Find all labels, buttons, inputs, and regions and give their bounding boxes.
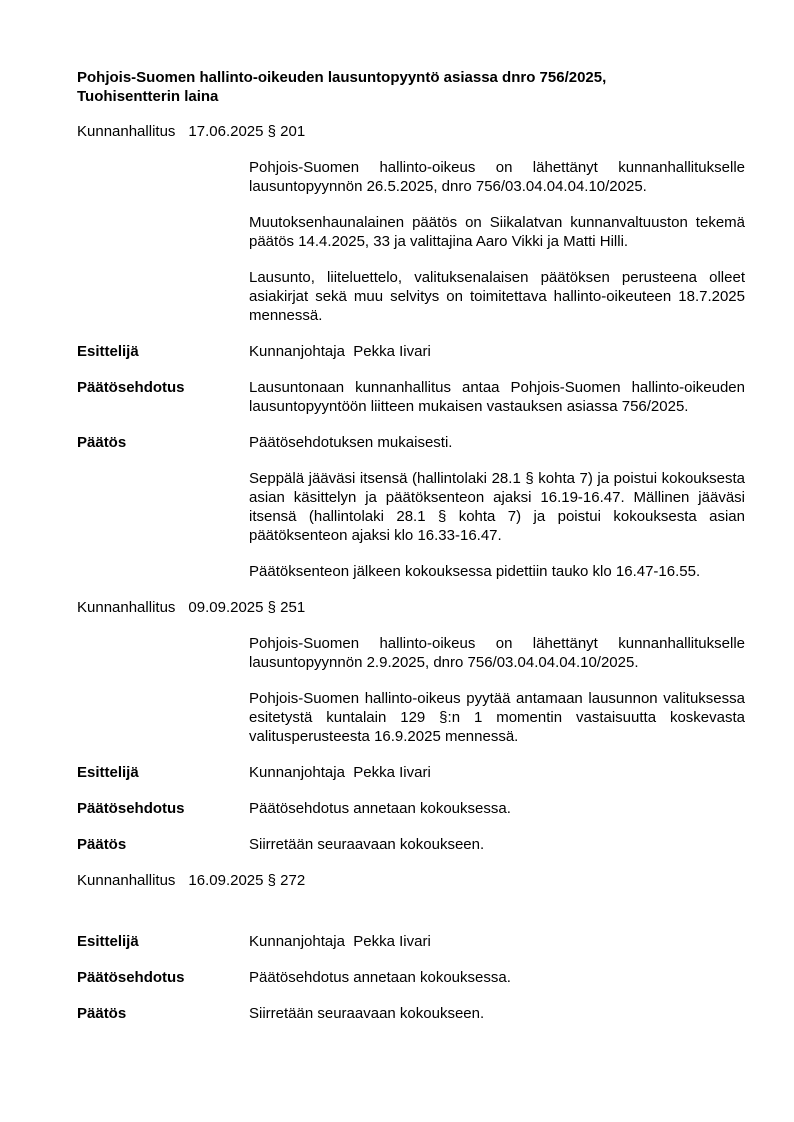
section-heading-272 — [77, 871, 745, 890]
esittelija-row — [77, 932, 745, 951]
paatos-value: Siirretään seuraavaan kokoukseen. — [249, 836, 485, 853]
paatosehdotus-row — [77, 968, 745, 987]
esittelija-row — [77, 342, 745, 361]
paatos-row — [77, 835, 745, 854]
paatos-label: Päätös — [77, 434, 127, 451]
paatosehdotus-row — [77, 799, 745, 818]
document-title — [77, 68, 745, 106]
section-heading-201 — [77, 122, 745, 141]
esittelija-value: Kunnanjohtaja Pekka Iivari — [249, 343, 431, 360]
paatosehdotus-value: Lausuntonaan kunnanhallitus antaa Pohjois-Suomen hallinto-oikeuden lausuntopyyntöön liitteen mukaisen vastauksen asiassa 756/2025. — [249, 379, 745, 415]
body-paragraph: Pohjois-Suomen hallinto-oikeus on lähettänyt kunnanhallitukselle lausuntopyynnön 2.9.2025, dnro 756/03.04.04.04.10/2025. — [249, 635, 745, 671]
body-paragraph: Pohjois-Suomen hallinto-oikeus pyytää antamaan lausunnon valituksessa esitetystä kuntalain 129 §:n 1 momentin vastaisuutta koskevasta valitusperusteesta 16.9.2025 mennessä. — [249, 690, 745, 745]
paatosehdotus-value: Päätösehdotus annetaan kokouksessa. — [249, 800, 511, 817]
esittelija-value: Kunnanjohtaja Pekka Iivari — [249, 933, 431, 950]
paatos-label: Päätös — [77, 1005, 127, 1022]
section-ref: 09.09.2025 § 251 — [188, 599, 306, 616]
paatosehdotus-row — [77, 378, 745, 416]
body-paragraph: Lausunto, liiteluettelo, valituksenalaisen päätöksen perusteena olleet asiakirjat sekä muu selvitys on toimitettava hallinto-oikeuteen 18.7.2025 mennessä. — [249, 269, 745, 324]
section-org: Kunnanhallitus — [77, 599, 176, 616]
paatos-value: Siirretään seuraavaan kokoukseen. — [249, 1005, 485, 1022]
paatosehdotus-value: Päätösehdotus annetaan kokouksessa. — [249, 969, 511, 986]
body-paragraph: Seppälä jääväsi itsensä (hallintolaki 28.1 § kohta 7) ja poistui kokouksesta asian käsittelyn ja päätöksenteon ajaksi 16.19-16.47. Mällinen jääväsi itsensä (hallintolaki 28.1 § kohta 7) ja poistui kokouksesta asian päätöksenteon ajaksi klo 16.33-16.47. — [249, 470, 745, 544]
section-org: Kunnanhallitus — [77, 123, 176, 140]
paatos-label: Päätös — [77, 836, 127, 853]
paatosehdotus-label: Päätösehdotus — [77, 379, 185, 396]
body-paragraph: Päätöksenteon jälkeen kokouksessa pidettiin tauko klo 16.47-16.55. — [249, 563, 701, 580]
section-org: Kunnanhallitus — [77, 872, 176, 889]
esittelija-label: Esittelijä — [77, 764, 139, 781]
document-title-line2: Tuohisentterin laina — [77, 88, 219, 105]
paatosehdotus-label: Päätösehdotus — [77, 969, 185, 986]
esittelija-value: Kunnanjohtaja Pekka Iivari — [249, 764, 431, 781]
section-ref: 17.06.2025 § 201 — [188, 123, 306, 140]
esittelija-row — [77, 763, 745, 782]
section-ref: 16.09.2025 § 272 — [188, 872, 306, 889]
esittelija-label: Esittelijä — [77, 933, 139, 950]
paatos-row — [77, 1004, 745, 1023]
paatos-row — [77, 433, 745, 452]
section-heading-251 — [77, 598, 745, 617]
paatos-value: Päätösehdotuksen mukaisesti. — [249, 434, 453, 451]
esittelija-label: Esittelijä — [77, 343, 139, 360]
paatosehdotus-label: Päätösehdotus — [77, 800, 185, 817]
body-paragraph: Pohjois-Suomen hallinto-oikeus on lähettänyt kunnanhallitukselle lausuntopyynnön 26.5.2025, dnro 756/03.04.04.04.10/2025. — [249, 159, 745, 195]
document-title-line1: Pohjois-Suomen hallinto-oikeuden lausuntopyyntö asiassa dnro 756/2025, — [77, 69, 607, 86]
body-paragraph: Muutoksenhaunalainen päätös on Siikalatvan kunnanvaltuuston tekemä päätös 14.4.2025, 33 ja valittajina Aaro Vikki ja Matti Hilli. — [249, 214, 745, 250]
